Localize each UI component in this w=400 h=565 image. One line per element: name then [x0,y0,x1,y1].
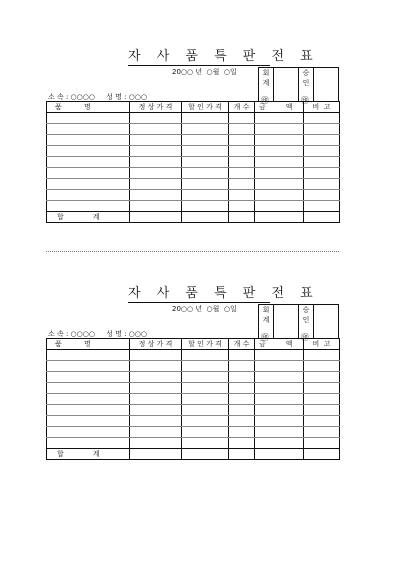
accounting-label-1: 회 [262,69,270,77]
table-cell[interactable] [130,135,182,146]
table-cell[interactable] [304,350,340,361]
table-cell[interactable] [255,394,304,405]
approval-label-2: 인 [302,316,310,324]
table-cell[interactable] [255,201,304,212]
table-cell[interactable] [229,146,255,157]
store-and-name: 소 속 : ○○○○ 성 명 : ○○○ [48,93,147,101]
table-row [47,416,340,427]
table-cell[interactable] [130,427,182,438]
table-cell[interactable] [130,157,182,168]
final-approval-cell [299,305,338,342]
table-cell[interactable] [229,124,255,135]
table-cell[interactable] [229,361,255,372]
table-cell[interactable] [304,383,340,394]
col-discount-price: 할 인 가 격 [182,102,229,113]
table-cell[interactable] [182,124,229,135]
seal-icon: ㊞ [301,96,309,105]
table-body [47,350,340,449]
table-row [47,146,340,157]
table-cell[interactable] [130,372,182,383]
sales-slip-form [46,48,339,243]
col-regular-price: 정 상 가 격 [130,339,182,350]
table-cell[interactable] [182,350,229,361]
table-cell[interactable] [182,427,229,438]
table-cell[interactable] [255,427,304,438]
seal-icon: ㊞ [261,333,269,342]
table-header-row [47,102,340,113]
table-cell[interactable] [229,201,255,212]
table-row [47,179,340,190]
table-cell[interactable] [130,168,182,179]
table-row [47,157,340,168]
approval-label-2: 인 [302,79,310,87]
col-item-name: 품 명 [47,339,130,350]
table-cell[interactable] [182,416,229,427]
table-cell[interactable] [255,157,304,168]
table-cell[interactable] [130,449,182,460]
table-cell[interactable] [304,190,340,201]
approval-divider [273,305,274,338]
table-cell[interactable] [130,394,182,405]
table-row [47,113,340,124]
table-cell[interactable] [304,113,340,124]
table-cell[interactable] [229,372,255,383]
table-cell[interactable] [130,361,182,372]
final-approval-cell [299,68,338,105]
total-label: 합 계 [47,212,130,223]
table-cell[interactable] [304,212,340,223]
col-amount: 금 액 [255,102,304,113]
table-cell[interactable] [182,157,229,168]
table-cell[interactable] [182,449,229,460]
table-cell[interactable] [255,146,304,157]
table-cell[interactable] [47,179,130,190]
table-cell[interactable] [304,438,340,449]
table-cell[interactable] [130,416,182,427]
table-row [47,372,340,383]
table-cell[interactable] [182,113,229,124]
table-cell[interactable] [130,383,182,394]
table-cell[interactable] [229,383,255,394]
table-cell[interactable] [229,168,255,179]
col-quantity: 개 수 [229,102,255,113]
table-row [47,427,340,438]
table-cell[interactable] [229,405,255,416]
approval-box [258,67,339,105]
table-cell[interactable] [130,201,182,212]
sales-slip-form [46,285,339,480]
table-cell[interactable] [304,394,340,405]
table-cell[interactable] [47,201,130,212]
table-cell[interactable] [255,212,304,223]
table-cell[interactable] [229,179,255,190]
table-cell[interactable] [255,179,304,190]
table-cell[interactable] [47,168,130,179]
accounting-label-2: 계 [262,316,270,324]
table-cell[interactable] [130,190,182,201]
table-cell[interactable] [47,146,130,157]
table-cell[interactable] [47,190,130,201]
accounting-label-2: 계 [262,79,270,87]
table-cell[interactable] [304,372,340,383]
table-cell[interactable] [130,438,182,449]
table-cell[interactable] [182,212,229,223]
table-cell[interactable] [229,190,255,201]
approval-divider [273,68,274,101]
col-regular-price: 정 상 가 격 [130,102,182,113]
col-discount-price: 할 인 가 격 [182,339,229,350]
form-title: 자 사 품 특 판 전 표 [128,49,319,64]
table-cell[interactable] [304,168,340,179]
accounting-approval-cell [259,68,299,105]
table-cell[interactable] [182,135,229,146]
table-cell[interactable] [229,438,255,449]
table-cell[interactable] [304,124,340,135]
total-label: 합 계 [47,449,130,460]
table-header-row [47,339,340,350]
approval-label-1: 승 [302,306,310,314]
items-table [46,338,340,460]
table-row [47,135,340,146]
table-cell[interactable] [304,179,340,190]
table-cell[interactable] [47,113,130,124]
total-row [47,212,340,223]
seal-icon: ㊞ [301,333,309,342]
form-date: 20○○ 년 ○월 ○일 [172,68,237,76]
table-cell[interactable] [47,350,130,361]
table-row [47,438,340,449]
accounting-label-1: 회 [262,306,270,314]
table-cell[interactable] [255,361,304,372]
table-row [47,190,340,201]
table-cell[interactable] [255,438,304,449]
table-cell[interactable] [47,372,130,383]
table-cell[interactable] [182,405,229,416]
table-cell[interactable] [304,427,340,438]
table-cell[interactable] [47,438,130,449]
table-row [47,361,340,372]
table-cell[interactable] [229,394,255,405]
table-row [47,350,340,361]
form-title: 자 사 품 특 판 전 표 [128,286,319,301]
total-row [47,449,340,460]
table-row [47,201,340,212]
table-cell[interactable] [47,361,130,372]
table-cell[interactable] [182,190,229,201]
table-cell[interactable] [47,405,130,416]
table-cell[interactable] [182,438,229,449]
store-and-name: 소 속 : ○○○○ 성 명 : ○○○ [48,330,147,338]
table-cell[interactable] [255,113,304,124]
table-cell[interactable] [130,212,182,223]
table-cell[interactable] [130,124,182,135]
table-cell[interactable] [304,157,340,168]
table-cell[interactable] [47,135,130,146]
approval-label-1: 승 [302,69,310,77]
table-row [47,383,340,394]
table-cell[interactable] [255,383,304,394]
col-quantity: 개 수 [229,339,255,350]
table-cell[interactable] [182,201,229,212]
table-cell[interactable] [255,350,304,361]
table-cell[interactable] [304,146,340,157]
table-cell[interactable] [182,361,229,372]
table-cell[interactable] [182,179,229,190]
col-amount: 금 액 [255,339,304,350]
col-remarks: 비 고 [304,102,340,113]
table-cell[interactable] [304,449,340,460]
table-cell[interactable] [229,212,255,223]
table-cell[interactable] [47,427,130,438]
table-cell[interactable] [130,113,182,124]
items-table [46,101,340,223]
table-cell[interactable] [229,449,255,460]
table-cell[interactable] [304,135,340,146]
table-cell[interactable] [255,416,304,427]
table-cell[interactable] [182,146,229,157]
table-cell[interactable] [304,201,340,212]
table-cell[interactable] [182,168,229,179]
accounting-approval-cell [259,305,299,342]
table-body [47,113,340,212]
table-row [47,394,340,405]
table-cell[interactable] [304,361,340,372]
table-cell[interactable] [229,350,255,361]
table-row [47,405,340,416]
table-cell[interactable] [47,394,130,405]
table-cell[interactable] [182,372,229,383]
table-row [47,168,340,179]
table-cell[interactable] [130,350,182,361]
table-cell[interactable] [47,416,130,427]
table-cell[interactable] [130,179,182,190]
table-cell[interactable] [182,383,229,394]
col-item-name: 품 명 [47,102,130,113]
table-cell[interactable] [255,135,304,146]
table-cell[interactable] [255,190,304,201]
table-cell[interactable] [47,383,130,394]
table-cell[interactable] [255,372,304,383]
table-cell[interactable] [47,124,130,135]
table-cell[interactable] [130,405,182,416]
table-cell[interactable] [229,157,255,168]
form-date: 20○○ 년 ○월 ○일 [172,305,237,313]
table-cell[interactable] [255,405,304,416]
col-remarks: 비 고 [304,339,340,350]
cut-line-divider [46,251,339,252]
table-cell[interactable] [229,427,255,438]
table-cell[interactable] [229,416,255,427]
table-cell[interactable] [255,124,304,135]
seal-icon: ㊞ [261,96,269,105]
table-cell[interactable] [229,113,255,124]
table-cell[interactable] [304,405,340,416]
table-cell[interactable] [304,416,340,427]
table-row [47,124,340,135]
table-cell[interactable] [47,157,130,168]
table-cell[interactable] [182,394,229,405]
table-cell[interactable] [229,135,255,146]
table-cell[interactable] [255,449,304,460]
table-cell[interactable] [130,146,182,157]
table-cell[interactable] [255,168,304,179]
approval-box [258,304,339,342]
